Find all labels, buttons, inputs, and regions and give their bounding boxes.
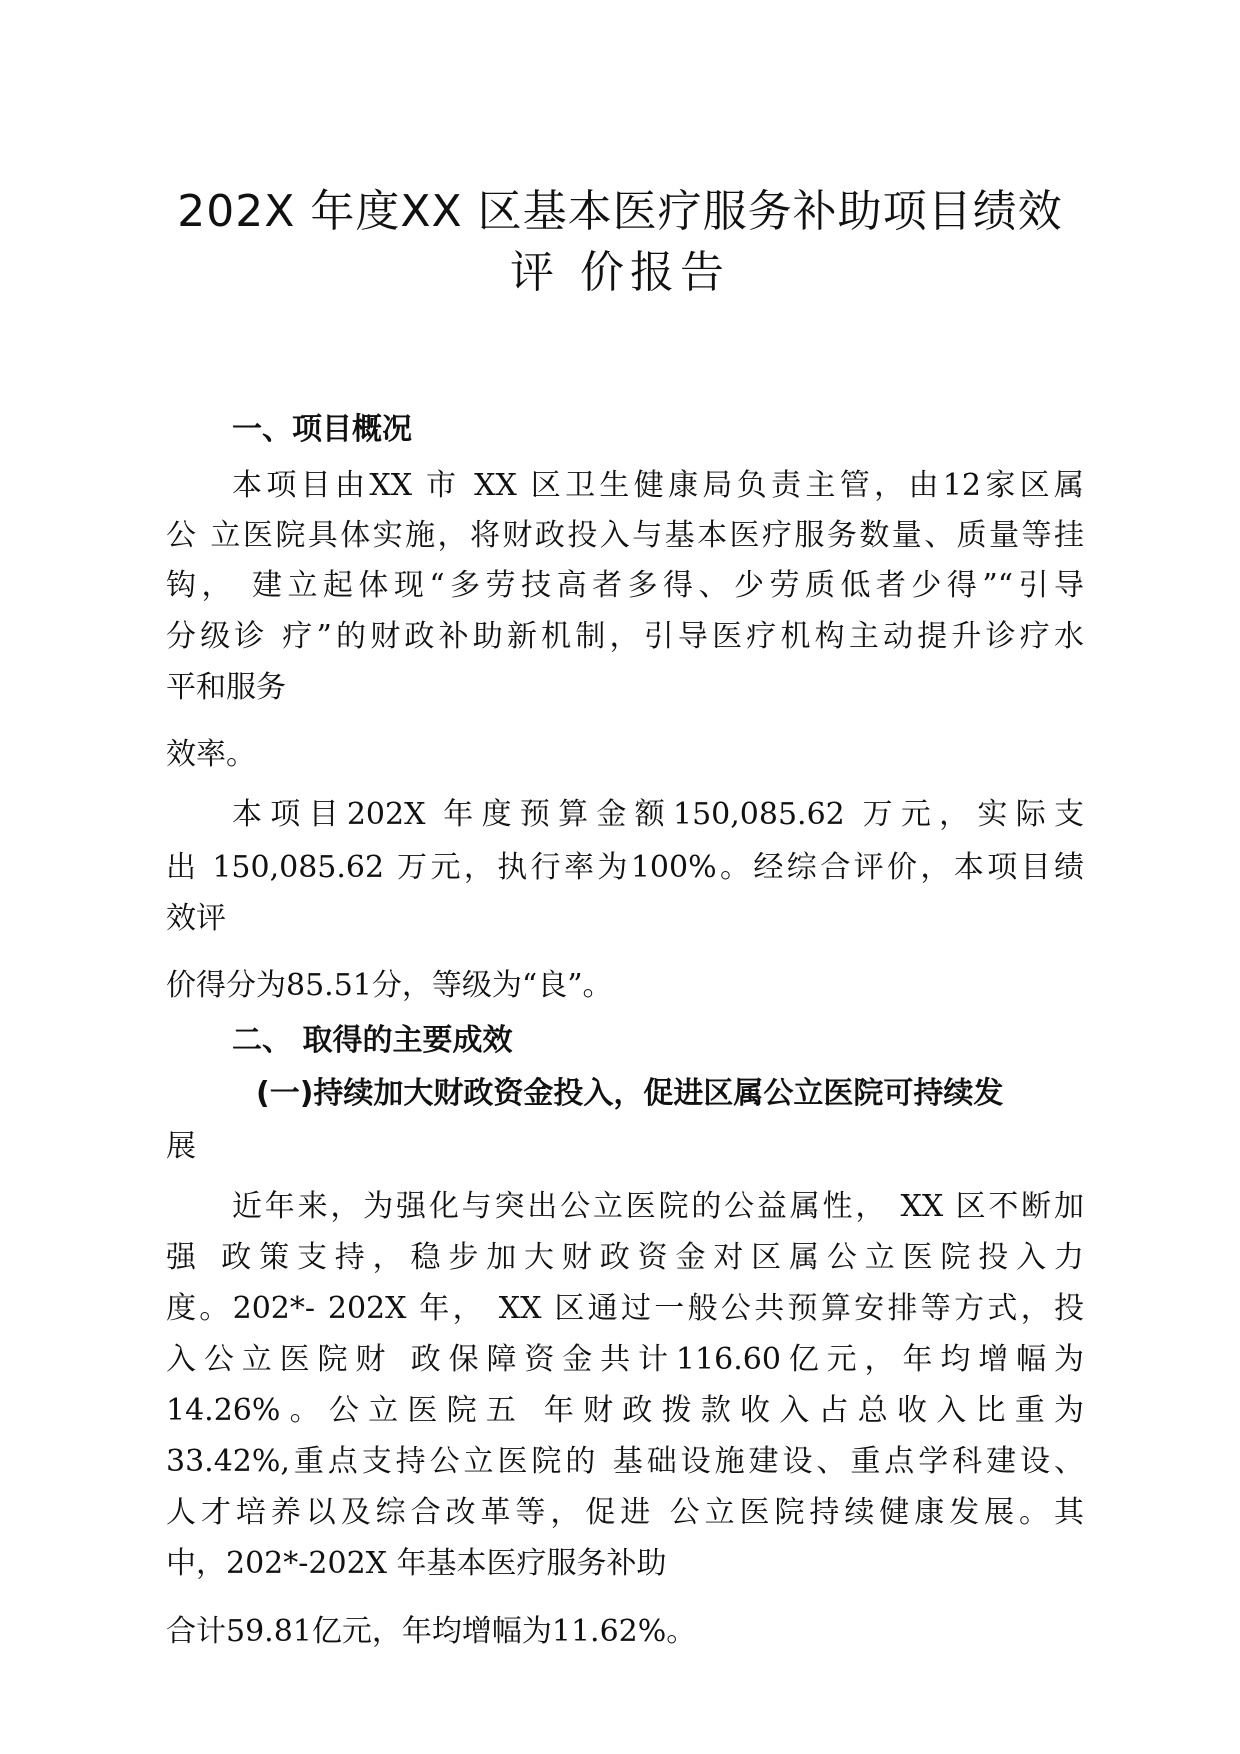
paragraph-line: 本项目202X 年度预算金额150,085.62 万元，实际支 bbox=[232, 797, 1084, 832]
paragraph-line: 人才培养以及综合改革等，促进 公立医院持续健康发展。其 bbox=[166, 1495, 1084, 1530]
paragraph-line: 钩， 建立起体现“多劳技高者多得、少劳质低者少得”“引导 bbox=[166, 568, 1084, 603]
document-title-line-1: 202X 年度XX 区基本医疗服务补助项目绩效 bbox=[177, 186, 1063, 237]
paragraph-line: 效率。 bbox=[166, 737, 256, 772]
paragraph-line: 平和服务 bbox=[166, 670, 286, 705]
paragraph-line: 效评 bbox=[166, 901, 226, 936]
subsection-heading-line-2: 展 bbox=[166, 1129, 196, 1164]
paragraph-line: 分级诊 疗”的财政补助新机制，引导医疗机构主动提升诊疗水 bbox=[166, 619, 1084, 654]
paragraph-line: 本项目由XX 市 XX 区卫生健康局负责主管，由12家区属 bbox=[232, 468, 1084, 503]
paragraph-line: 33.42%,重点支持公立医院的 基础设施建设、重点学科建设、 bbox=[166, 1444, 1084, 1479]
paragraph-line: 入公立医院财 政保障资金共计116.60亿元，年均增幅为 bbox=[166, 1342, 1084, 1377]
paragraph-line: 合计59.81亿元，年均增幅为11.62%。 bbox=[166, 1614, 697, 1649]
subsection-heading-line-1: (一)持续加大财政资金投入，促进区属公立医院可持续发 bbox=[256, 1076, 1004, 1111]
paragraph-line: 14.26%。公立医院五 年财政拨款收入占总收入比重为 bbox=[166, 1393, 1084, 1428]
document-title-line-2: 评 价报告 bbox=[510, 247, 730, 298]
paragraph-line: 价得分为85.51分，等级为“良”。 bbox=[166, 968, 613, 1003]
paragraph-line: 公 立医院具体实施，将财政投入与基本医疗服务数量、质量等挂 bbox=[166, 518, 1084, 553]
paragraph-line: 强 政策支持，稳步加大财政资金对区属公立医院投入力 bbox=[166, 1240, 1084, 1275]
section-heading-project-overview: 一、项目概况 bbox=[232, 412, 412, 447]
paragraph-line: 中，202*-202X 年基本医疗服务补助 bbox=[166, 1546, 667, 1581]
paragraph-line: 度。202*- 202X 年， XX 区通过一般公共预算安排等方式，投 bbox=[166, 1291, 1084, 1326]
paragraph-line: 出 150,085.62 万元，执行率为100%。经综合评价，本项目绩 bbox=[166, 850, 1084, 885]
section-heading-main-achievements: 二、 取得的主要成效 bbox=[232, 1023, 513, 1058]
paragraph-line: 近年来，为强化与突出公立医院的公益属性， XX 区不断加 bbox=[232, 1189, 1084, 1224]
